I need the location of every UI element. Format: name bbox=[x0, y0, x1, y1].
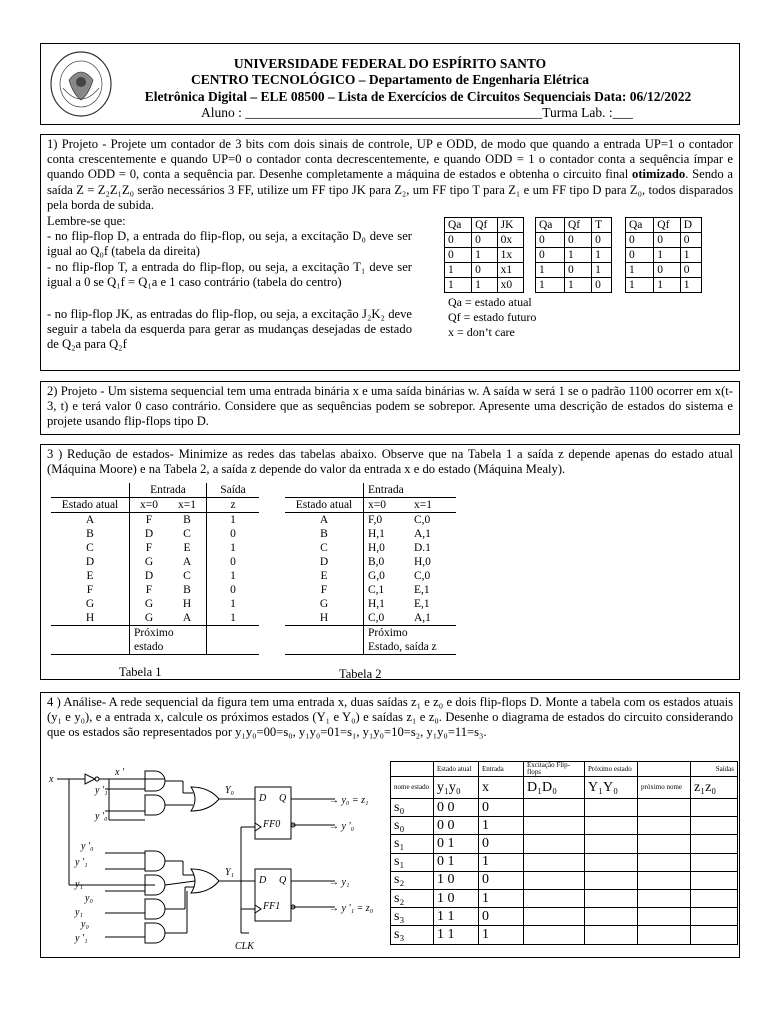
jk-cell: 1 bbox=[472, 278, 497, 293]
answer-cell[interactable] bbox=[585, 908, 638, 926]
circuit-Y1: Y₁ bbox=[225, 867, 235, 878]
th-d1d0: D₁D₀ bbox=[524, 777, 585, 799]
th-x: x bbox=[479, 777, 524, 799]
t2-foot-2: Estado, saída z bbox=[368, 641, 437, 653]
d-cell: 0 bbox=[626, 233, 654, 248]
analysis-cell: 1 0 bbox=[434, 889, 479, 907]
answer-cell[interactable] bbox=[691, 799, 738, 817]
table-row bbox=[391, 871, 738, 889]
t1-cell: D bbox=[144, 570, 154, 582]
circuit-y1n-c: y '₁ bbox=[75, 933, 88, 944]
t1-cell: G bbox=[144, 598, 154, 610]
analysis-cell: 0 1 bbox=[434, 835, 479, 853]
t1-cell: 1 bbox=[230, 598, 236, 610]
ff0-label: FF0 bbox=[263, 819, 281, 830]
t1-h-x1: x=1 bbox=[168, 498, 207, 513]
analysis-cell: 1 bbox=[479, 853, 524, 871]
t2-cell: D bbox=[285, 555, 364, 569]
ff-legend bbox=[448, 295, 536, 340]
jk-cell: 0 bbox=[445, 248, 472, 263]
t2-cell: C,0 bbox=[414, 570, 431, 582]
circuit-y0-a: y₀ bbox=[85, 893, 93, 904]
t2-cell: G,0 bbox=[368, 570, 385, 582]
jk-table bbox=[444, 217, 524, 293]
th-entrada: Entrada bbox=[479, 762, 524, 777]
t2-cell: E,1 bbox=[414, 584, 430, 596]
q3-statement: 3 ) Redução de estados- Minimize as redes das tabelas abaixo. Observe que na Tabela 1 a saída z depende apenas do estado atual (Máquina Moore) e na Tabela 2, a saída z depende do valor da entrada x e do estado (Máquina Mealy). bbox=[47, 447, 733, 477]
t1-h-entrada: Entrada bbox=[130, 483, 207, 498]
t-cell: 0 bbox=[536, 233, 565, 248]
circuit-y1n-a: y '₁ bbox=[95, 785, 108, 796]
t2-cell: H,1 bbox=[368, 528, 385, 540]
jk-cell: 1x bbox=[497, 248, 523, 263]
th-z1z0: z₁z₀ bbox=[691, 777, 738, 799]
answer-cell[interactable] bbox=[524, 817, 585, 835]
d-cell: 1 bbox=[626, 263, 654, 278]
t2-cell: E bbox=[285, 569, 364, 583]
d-cell: 1 bbox=[680, 248, 701, 263]
t2-cell: F,0 bbox=[368, 514, 383, 526]
question-4 bbox=[40, 692, 740, 958]
t1-cell: C bbox=[168, 569, 207, 583]
t-h-t: T bbox=[592, 218, 612, 233]
t1-cell: G bbox=[51, 597, 130, 611]
t1-cell: F bbox=[145, 584, 153, 596]
q1-lembre: Lembre-se que: bbox=[47, 214, 126, 228]
analysis-cell: 1 bbox=[479, 926, 524, 944]
analysis-cell: 0 bbox=[479, 799, 524, 817]
t2-cell: G bbox=[285, 597, 364, 611]
table-row bbox=[391, 835, 738, 853]
t1-cell: 0 bbox=[230, 528, 236, 540]
t1-cell: 1 bbox=[230, 542, 236, 554]
d-cell: 1 bbox=[654, 278, 681, 293]
t1-foot-2: estado bbox=[130, 640, 207, 655]
t1-cell: C bbox=[51, 541, 130, 555]
sequential-circuit-diagram bbox=[45, 765, 377, 953]
t1-cell: A bbox=[168, 555, 207, 569]
t2-cell: F bbox=[285, 583, 364, 597]
th-excitacao: Excitação Flip-flops bbox=[524, 762, 585, 777]
t-h-qa: Qa bbox=[536, 218, 565, 233]
jk-h-jk: JK bbox=[497, 218, 523, 233]
table-row bbox=[51, 569, 259, 583]
analysis-cell: s₃ bbox=[391, 926, 434, 944]
q1-text-b: . Sendo a saída Z = Z₂Z₁Z₀ serão necessários 3 FF, utilize um FF tipo JK para Z₂, um FF tipo T para Z₁ e um FF tipo D para Z₀, todos disparados pela borda de subida. bbox=[47, 167, 733, 212]
analysis-cell: 0 0 bbox=[434, 799, 479, 817]
analysis-cell: s₁ bbox=[391, 835, 434, 853]
d-table bbox=[625, 217, 702, 293]
t2-cell: A bbox=[285, 513, 364, 528]
out-y0n: → y '₀ bbox=[329, 821, 355, 832]
analysis-cell: 1 0 bbox=[434, 871, 479, 889]
question-1 bbox=[40, 134, 740, 371]
answer-cell[interactable] bbox=[691, 926, 738, 944]
t-cell: 0 bbox=[536, 248, 565, 263]
analysis-cell: s₀ bbox=[391, 817, 434, 835]
t-table bbox=[535, 217, 612, 293]
table-row bbox=[51, 527, 259, 541]
answer-cell[interactable] bbox=[524, 871, 585, 889]
answer-cell[interactable] bbox=[585, 853, 638, 871]
student-line bbox=[201, 105, 633, 121]
answer-cell[interactable] bbox=[691, 835, 738, 853]
t2-cell: C bbox=[285, 541, 364, 555]
analysis-cell: 0 1 bbox=[434, 853, 479, 871]
t2-cell: A,1 bbox=[414, 612, 431, 624]
t1-cell: G bbox=[144, 556, 154, 568]
q1-d-note: - no flip-flop D, a entrada do flip-flop, ou seja, a excitação D₀ deve ser igual ao Q₀f (tabela da direita) bbox=[47, 229, 412, 259]
t1-foot-1: Próximo bbox=[130, 626, 207, 641]
t2-h-estado: Estado atual bbox=[285, 498, 364, 513]
jk-h-qf: Qf bbox=[472, 218, 497, 233]
t1-cell: H bbox=[51, 611, 130, 626]
ff0-d: D bbox=[259, 793, 267, 804]
t2-cell: C,0 bbox=[368, 612, 385, 624]
t2-cell: H,0 bbox=[368, 542, 385, 554]
t1-cell: C bbox=[168, 527, 207, 541]
d-cell: 1 bbox=[654, 248, 681, 263]
out-y1: → y₁ bbox=[329, 877, 350, 888]
t1-h-x0: x=0 bbox=[140, 499, 158, 511]
jk-h-qa: Qa bbox=[445, 218, 472, 233]
clk-label: CLK bbox=[235, 941, 254, 952]
table-row bbox=[51, 583, 259, 597]
table-row bbox=[285, 555, 456, 569]
d-cell: 1 bbox=[626, 278, 654, 293]
table-row bbox=[285, 513, 456, 528]
t-cell: 0 bbox=[564, 263, 591, 278]
course-list-title: Eletrônica Digital – ELE 08500 – Lista de Exercícios de Circuitos Sequenciais Data: 06/12/2022 bbox=[144, 89, 692, 104]
t1-cell: D bbox=[51, 555, 130, 569]
t2-cell: H bbox=[285, 611, 364, 626]
jk-cell: 0 bbox=[472, 263, 497, 278]
q4-statement: 4 ) Análise- A rede sequencial da figura tem uma entrada x, duas saídas z₁ e z₀ e dois flip-flops D. Monte a tabela com os estados atuais (y₁ e y₀), e a entrada x, calcule os próximos estados (Y₁ e Y₀) e saídas z₁ e z₀. Desenhe o diagrama de estados do circuito considerando que os estados são representados por y₁y₀=00=s₀, y₁y₀=01=s₁, y₁y₀=10=s₂, y₁y₀=11=s₃. bbox=[47, 695, 733, 740]
analysis-cell: 0 0 bbox=[434, 817, 479, 835]
analysis-cell: s₂ bbox=[391, 871, 434, 889]
t2-h-entrada: Entrada bbox=[368, 484, 404, 496]
q1-jk-note: - no flip-flop JK, as entradas do flip-flop, ou seja, a excitação J₂K₂ deve seguir a tabela da esquerda para gerar as mudanças desejadas de estado de Q₂a para Q₂f bbox=[47, 307, 412, 352]
turma-label[interactable]: Turma Lab. :___ bbox=[542, 105, 633, 120]
answer-cell[interactable] bbox=[638, 926, 691, 944]
legend-qa: Qa = estado atual bbox=[448, 295, 532, 309]
d-cell: 0 bbox=[654, 233, 681, 248]
circuit-y1-b: y₁ bbox=[75, 907, 83, 918]
answer-cell[interactable] bbox=[691, 889, 738, 907]
t-cell: 1 bbox=[536, 278, 565, 293]
answer-cell[interactable] bbox=[638, 799, 691, 817]
circuit-y0n-a: y '₀ bbox=[95, 811, 108, 822]
answer-cell[interactable] bbox=[638, 889, 691, 907]
t2-cell: E,1 bbox=[414, 598, 430, 610]
jk-cell: 0 bbox=[445, 233, 472, 248]
t1-cell: F bbox=[145, 514, 153, 526]
q1-t-note: - no flip-flop T, a entrada do flip-flop, ou seja, a excitação T₁ deve ser igual a 0 se Q₁f = Q₁a e 1 caso contrário (tabela do centro) bbox=[47, 260, 412, 290]
answer-cell[interactable] bbox=[638, 871, 691, 889]
analysis-cell: 0 bbox=[479, 835, 524, 853]
answer-cell[interactable] bbox=[691, 853, 738, 871]
th-y1y0: y₁y₀ bbox=[434, 777, 479, 799]
ff1-q: Q bbox=[279, 875, 287, 886]
table-row bbox=[285, 569, 456, 583]
analysis-cell: 1 bbox=[479, 817, 524, 835]
analysis-cell: 0 bbox=[479, 908, 524, 926]
jk-cell: x0 bbox=[497, 278, 523, 293]
answer-cell[interactable] bbox=[691, 817, 738, 835]
table-row bbox=[285, 583, 456, 597]
circuit-y0-b: y₀ bbox=[81, 919, 89, 930]
analysis-cell: 1 1 bbox=[434, 908, 479, 926]
th-Y1Y0: Y₁Y₀ bbox=[585, 777, 638, 799]
th-proximo-nome: próximo nome bbox=[638, 777, 691, 799]
t1-cell: D bbox=[144, 528, 154, 540]
t1-h-z: z bbox=[230, 499, 236, 511]
t1-cell: B bbox=[168, 583, 207, 597]
answer-cell[interactable] bbox=[585, 871, 638, 889]
q1-title: 1) Projeto bbox=[47, 137, 99, 151]
d-cell: 0 bbox=[680, 233, 701, 248]
aluno-label: Aluno : bbox=[201, 105, 242, 120]
answer-cell[interactable] bbox=[524, 908, 585, 926]
circuit-x-neg: x ' bbox=[115, 767, 125, 778]
answer-cell[interactable] bbox=[691, 908, 738, 926]
t1-cell: G bbox=[144, 612, 154, 624]
table-row bbox=[391, 853, 738, 871]
analysis-cell: s₃ bbox=[391, 908, 434, 926]
t1-cell: E bbox=[168, 541, 207, 555]
answer-cell[interactable] bbox=[524, 835, 585, 853]
table-row bbox=[51, 555, 259, 569]
d-cell: 0 bbox=[680, 263, 701, 278]
t1-cell: F bbox=[51, 583, 130, 597]
t1-cell: E bbox=[51, 569, 130, 583]
t-cell: 0 bbox=[592, 278, 612, 293]
header-box bbox=[40, 43, 740, 125]
ff0-q: Q bbox=[279, 793, 287, 804]
d-h-qa: Qa bbox=[626, 218, 654, 233]
answer-cell[interactable] bbox=[638, 908, 691, 926]
ff1-d: D bbox=[259, 875, 267, 886]
t1-h-saida: Saída bbox=[220, 484, 246, 496]
analysis-cell: s₀ bbox=[391, 799, 434, 817]
table-row bbox=[391, 817, 738, 835]
q1-statement bbox=[47, 137, 733, 213]
table-row bbox=[51, 611, 259, 626]
question-2 bbox=[40, 381, 740, 435]
t2-h-x0: x=0 bbox=[368, 499, 386, 511]
answer-cell[interactable] bbox=[524, 853, 585, 871]
q2-statement: 2) Projeto - Um sistema sequencial tem uma entrada binária x e uma saída binárias w. A saída w será 1 se o padrão 1100 ocorrer em x(t-3, t) e terá valor 0 caso contrário. Considere que as sequências podem se sobrepor. Apresente uma descrição de estados do sistema e projete usando flip-flops tipo D. bbox=[47, 384, 733, 429]
t2-cell: B bbox=[285, 527, 364, 541]
q1-text-a: - Projete um contador de 3 bits com dois sinais de controle, UP e ODD, de modo que quando a entrada UP=1 o contador conta crescentemente e quando UP=0 o contador conta decrescentemente, e quando ODD = 1 o contador conta a sequência ímpar e quando ODD = 0, conta a sequência par. Desenhe completamente a máquina de estados e obtenha o circuito final bbox=[47, 137, 733, 182]
t1-h-estado: Estado atual bbox=[51, 498, 130, 513]
analysis-cell: s₂ bbox=[391, 889, 434, 907]
t-cell: 1 bbox=[536, 263, 565, 278]
table-row bbox=[285, 527, 456, 541]
circuit-y1n-b: y '₁ bbox=[75, 857, 88, 868]
t1-cell: B bbox=[51, 527, 130, 541]
th-estado-atual: Estado atual bbox=[434, 762, 479, 777]
t1-cell: A bbox=[168, 611, 207, 626]
t-cell: 1 bbox=[564, 248, 591, 263]
answer-cell[interactable] bbox=[638, 835, 691, 853]
t1-cell: B bbox=[168, 513, 207, 528]
t-cell: 0 bbox=[564, 233, 591, 248]
d-h-qf: Qf bbox=[654, 218, 681, 233]
university-name: UNIVERSIDADE FEDERAL DO ESPÍRITO SANTO bbox=[233, 56, 547, 71]
answer-cell[interactable] bbox=[691, 871, 738, 889]
answer-cell[interactable] bbox=[638, 853, 691, 871]
t2-cell: A,1 bbox=[414, 528, 431, 540]
t2-cell: H,0 bbox=[414, 556, 431, 568]
t-h-qf: Qf bbox=[564, 218, 591, 233]
answer-cell[interactable] bbox=[585, 817, 638, 835]
circuit-y0n-b: y '₀ bbox=[81, 841, 94, 852]
th-saidas: Saídas bbox=[691, 762, 738, 777]
analysis-cell: s₁ bbox=[391, 853, 434, 871]
ff1-label: FF1 bbox=[263, 901, 281, 912]
out-y1n: → y '₁ = z₀ bbox=[329, 903, 374, 914]
table-row bbox=[285, 611, 456, 626]
table-row bbox=[391, 889, 738, 907]
table-row bbox=[51, 541, 259, 555]
table-row bbox=[391, 926, 738, 944]
table-row bbox=[51, 513, 259, 528]
jk-cell: 0x bbox=[497, 233, 523, 248]
t1-cell: 1 bbox=[230, 570, 236, 582]
d-cell: 0 bbox=[626, 248, 654, 263]
legend-x: x = don’t care bbox=[448, 325, 515, 339]
analysis-cell: 1 1 bbox=[434, 926, 479, 944]
t1-cell: 0 bbox=[230, 584, 236, 596]
analysis-table bbox=[390, 761, 738, 945]
t-cell: 1 bbox=[564, 278, 591, 293]
circuit-y1: y₁ bbox=[75, 879, 83, 890]
t-cell: 1 bbox=[592, 248, 612, 263]
table-2-caption: Tabela 2 bbox=[339, 667, 382, 681]
t-cell: 0 bbox=[592, 233, 612, 248]
th-proximo-estado: Próximo estado bbox=[585, 762, 638, 777]
t2-cell: C,1 bbox=[368, 584, 385, 596]
jk-cell: 0 bbox=[472, 233, 497, 248]
answer-cell[interactable] bbox=[524, 926, 585, 944]
t1-cell: 1 bbox=[230, 612, 236, 624]
legend-qf: Qf = estado futuro bbox=[448, 310, 537, 324]
answer-cell[interactable] bbox=[524, 889, 585, 907]
d-h-d: D bbox=[680, 218, 701, 233]
t1-cell: 0 bbox=[230, 556, 236, 568]
jk-cell: 1 bbox=[445, 278, 472, 293]
table-row bbox=[391, 799, 738, 817]
answer-cell[interactable] bbox=[524, 799, 585, 817]
analysis-cell: 1 bbox=[479, 889, 524, 907]
th-nome-estado: nome estado bbox=[391, 777, 434, 799]
answer-cell[interactable] bbox=[585, 926, 638, 944]
table-row bbox=[285, 541, 456, 555]
jk-cell: 1 bbox=[445, 263, 472, 278]
jk-cell: x1 bbox=[497, 263, 523, 278]
t2-cell: B,0 bbox=[368, 556, 385, 568]
answer-cell[interactable] bbox=[638, 817, 691, 835]
out-y0: → y₀ = z₁ bbox=[329, 795, 369, 806]
answer-cell[interactable] bbox=[585, 889, 638, 907]
t1-cell: 1 bbox=[230, 514, 236, 526]
analysis-cell: 0 bbox=[479, 871, 524, 889]
jk-cell: 1 bbox=[472, 248, 497, 263]
table-2 bbox=[285, 483, 456, 655]
table-row bbox=[285, 597, 456, 611]
table-1-caption: Tabela 1 bbox=[119, 665, 162, 679]
t2-foot-1: Próximo bbox=[368, 627, 408, 639]
t2-cell: H,1 bbox=[368, 598, 385, 610]
t1-cell: A bbox=[51, 513, 130, 528]
t2-cell: D.1 bbox=[414, 542, 431, 554]
aluno-blank[interactable]: ____________________________________________ bbox=[245, 105, 543, 120]
center-department: CENTRO TECNOLÓGICO – Departamento de Engenharia Elétrica bbox=[191, 72, 589, 87]
t2-cell: C,0 bbox=[414, 514, 431, 526]
question-3 bbox=[40, 444, 740, 680]
t1-cell: F bbox=[145, 542, 153, 554]
table-row bbox=[391, 908, 738, 926]
answer-cell[interactable] bbox=[585, 835, 638, 853]
t2-h-x1: x=1 bbox=[414, 499, 432, 511]
circuit-x: x bbox=[49, 774, 54, 785]
table-row bbox=[51, 597, 259, 611]
answer-cell[interactable] bbox=[585, 799, 638, 817]
circuit-Y0: Y₀ bbox=[225, 785, 235, 796]
t1-cell: H bbox=[168, 597, 207, 611]
d-cell: 0 bbox=[654, 263, 681, 278]
q1-bold-word: otimizado bbox=[632, 167, 686, 182]
d-cell: 1 bbox=[680, 278, 701, 293]
table-1 bbox=[51, 483, 259, 655]
t-cell: 1 bbox=[592, 263, 612, 278]
